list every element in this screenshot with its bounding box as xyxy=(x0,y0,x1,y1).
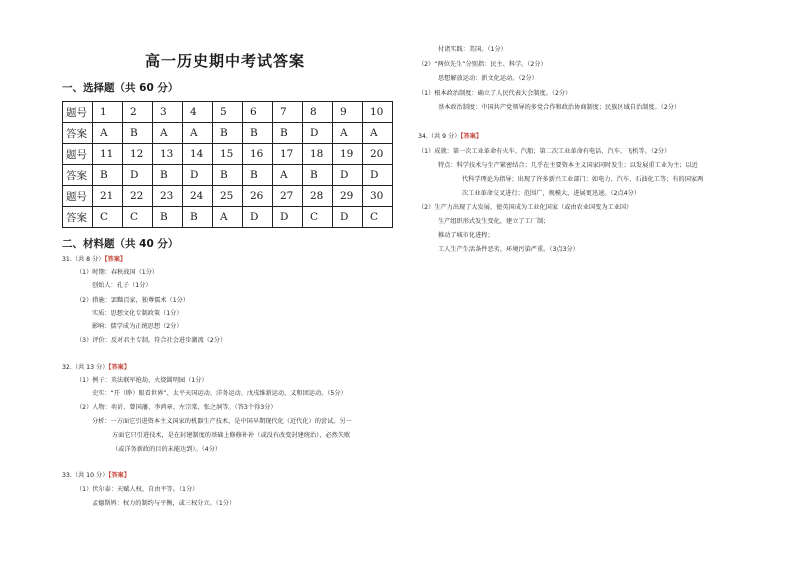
answer-line-text: 史实：“开（睁）眼看世界”、太平天国运动、洋务运动、戊戌维新运动、义和团运动。（5分） xyxy=(92,390,347,397)
answer-line-text: 工人生产生活条件恶劣，环境污染严重。（3点3分） xyxy=(438,246,579,253)
answer-line-text: 影响：儒学成为正统思想（2分） xyxy=(92,323,183,330)
answer-line xyxy=(76,297,189,305)
table-cell: 17 xyxy=(273,144,303,165)
table-cell: 13 xyxy=(153,144,183,165)
answer-line-text: （2）措施：罢黜百家，独尊儒术（1分） xyxy=(76,297,190,304)
table-row-header: 题号 xyxy=(63,102,93,123)
table-cell: 27 xyxy=(273,186,303,207)
answer-line xyxy=(438,104,680,112)
table-row xyxy=(63,165,393,186)
table-row xyxy=(63,102,393,123)
answer-line-text: 方面它只引进技术，是在封建制度的基础上修修补补（或没有改变封建统治），必然失败 xyxy=(112,432,351,439)
table-cell: 21 xyxy=(93,186,123,207)
table-cell: 23 xyxy=(153,186,183,207)
table-cell: 30 xyxy=(363,186,393,207)
table-cell: D xyxy=(303,123,333,144)
table-cell: 1 xyxy=(93,102,123,123)
table-cell: D xyxy=(183,165,213,186)
answer-line xyxy=(112,432,350,440)
answer-line xyxy=(62,472,130,480)
answer-line xyxy=(418,148,670,156)
table-cell: 2 xyxy=(123,102,153,123)
answer-line xyxy=(76,486,198,494)
table-cell: B xyxy=(273,123,303,144)
table-cell: A xyxy=(333,123,363,144)
table-cell: 8 xyxy=(303,102,333,123)
table-row xyxy=(63,144,393,165)
answer-line-text: （1）成就：第一次工业革命有火车、汽船；第二次工业革命有电话、汽车、飞机等。（2分） xyxy=(418,148,671,155)
table-row xyxy=(63,186,393,207)
table-cell: B xyxy=(303,165,333,186)
section-choice-heading: 一、选择题（共 60 分） xyxy=(62,82,179,94)
table-cell: C xyxy=(363,207,393,228)
table-cell: B xyxy=(213,165,243,186)
table-cell: 19 xyxy=(333,144,363,165)
answer-line-text: 31.（共 8 分） xyxy=(62,256,105,263)
table-cell: 20 xyxy=(363,144,393,165)
table-cell: B xyxy=(153,207,183,228)
answer-tag: 【答案】 xyxy=(460,133,483,140)
answer-line-text: 付诸实践：美国。（1分） xyxy=(438,46,507,53)
answer-line xyxy=(112,446,221,454)
table-cell: D xyxy=(243,207,273,228)
table-cell: A xyxy=(213,207,243,228)
table-cell: 25 xyxy=(213,186,243,207)
table-cell: B xyxy=(213,123,243,144)
table-cell: A xyxy=(273,165,303,186)
table-cell: D xyxy=(273,207,303,228)
table-cell: C xyxy=(303,207,333,228)
table-row xyxy=(63,207,393,228)
table-cell: A xyxy=(153,123,183,144)
table-cell: 9 xyxy=(333,102,363,123)
answer-line xyxy=(438,162,698,170)
answer-line-text: （2）人物：奕䜣、曾国藩、李鸿章、左宗棠、张之洞等。（答3个得3分） xyxy=(76,404,277,411)
answer-line-text: 32.（共 13 分） xyxy=(62,364,109,371)
table-cell: 7 xyxy=(273,102,303,123)
answer-line xyxy=(462,176,703,184)
answer-line xyxy=(76,269,158,277)
answer-line xyxy=(76,377,208,385)
answer-line-text: 特点：科学技术与生产紧密结合；几乎在主要资本主义国家同时发生；以发展重工业为主；以近 xyxy=(438,162,698,169)
answer-line xyxy=(418,133,482,141)
table-row-header: 题号 xyxy=(63,186,93,207)
answer-line xyxy=(92,500,235,508)
answer-line xyxy=(438,75,538,83)
table-cell: A xyxy=(363,123,393,144)
answer-line xyxy=(92,282,152,290)
table-cell: 26 xyxy=(243,186,273,207)
table-cell: 14 xyxy=(183,144,213,165)
answer-line xyxy=(92,390,347,398)
answer-line xyxy=(76,337,226,345)
table-cell: B xyxy=(243,123,273,144)
table-cell: 28 xyxy=(303,186,333,207)
answer-line xyxy=(62,364,130,372)
table-cell: D xyxy=(333,165,363,186)
table-cell: A xyxy=(183,123,213,144)
answer-line xyxy=(438,246,579,254)
answer-line-text: （2）生产力出现了大发展，使英国成为工业化国家（或由农业国变为工业国） xyxy=(418,204,633,211)
table-cell: D xyxy=(123,165,153,186)
table-cell: B xyxy=(183,207,213,228)
answer-tag: 【答案】 xyxy=(104,256,127,263)
answer-line xyxy=(418,61,547,69)
answer-tag: 【答案】 xyxy=(108,472,131,479)
answer-line xyxy=(418,90,571,98)
table-cell: 6 xyxy=(243,102,273,123)
table-cell: D xyxy=(363,165,393,186)
table-cell: 12 xyxy=(123,144,153,165)
table-cell: 18 xyxy=(303,144,333,165)
table-cell: C xyxy=(123,207,153,228)
answer-line xyxy=(62,256,126,264)
answer-line xyxy=(438,218,549,226)
table-cell: B xyxy=(93,165,123,186)
table-cell: 15 xyxy=(213,144,243,165)
table-cell: 24 xyxy=(183,186,213,207)
answer-line-text: 34.（共 9 分） xyxy=(418,133,461,140)
answer-line-text: （3）评价：反对君主专制，符合社会进步潮流（2分） xyxy=(76,337,227,344)
table-cell: 5 xyxy=(213,102,243,123)
answer-line-text: （2）“两位先生”分别指：民主、科学。（2分） xyxy=(418,61,547,68)
table-row xyxy=(63,123,393,144)
table-cell: 16 xyxy=(243,144,273,165)
table-row-header: 题号 xyxy=(63,144,93,165)
answer-line-text: （1）根本政治制度：确立了人民代表大会制度。（2分） xyxy=(418,90,572,97)
section-material-heading: 二、材料题（共 40 分） xyxy=(62,238,179,250)
answer-line-text: 代科学理论为指导；出现了许多新兴工业部门：如电力、汽车、石油化工等；有的国家两 xyxy=(462,176,704,183)
table-row-header: 答案 xyxy=(63,165,93,186)
answer-line-text: 孟德斯鸠：权力的制约与平衡，或三权分立。（1分） xyxy=(92,500,236,507)
answer-line-text: 基本政治制度：中国共产党领导的多党合作和政治协商制度；民族区域自治制度。（2分） xyxy=(438,104,681,111)
table-cell: A xyxy=(93,123,123,144)
answer-line xyxy=(418,204,632,212)
answer-line xyxy=(462,190,640,198)
table-cell: 29 xyxy=(333,186,363,207)
answer-line xyxy=(438,46,507,54)
table-cell: B xyxy=(123,123,153,144)
table-cell: 3 xyxy=(153,102,183,123)
answer-line-text: 思想解放运动：新文化运动。（2分） xyxy=(438,75,538,82)
answer-line-text: （1）伏尔泰：天赋人权、自由平等。（1分） xyxy=(76,486,199,493)
answer-line-text: 分析：一方面它引进资本主义国家的机器生产技术，是中国早期现代化（近代化）的尝试。另一 xyxy=(92,418,352,425)
table-row-header: 答案 xyxy=(63,123,93,144)
answer-line xyxy=(76,404,277,412)
table-row-header: 答案 xyxy=(63,207,93,228)
table-cell: 10 xyxy=(363,102,393,123)
table-cell: 4 xyxy=(183,102,213,123)
answer-line xyxy=(92,418,352,426)
table-cell: B xyxy=(153,165,183,186)
table-cell: B xyxy=(243,165,273,186)
answer-line-text: 33.（共 10 分） xyxy=(62,472,109,479)
table-cell: 22 xyxy=(123,186,153,207)
answer-table xyxy=(62,101,393,228)
table-cell: 11 xyxy=(93,144,123,165)
answer-line xyxy=(438,232,494,240)
answer-tag: 【答案】 xyxy=(108,364,131,371)
answer-line xyxy=(92,310,183,318)
answer-line-text: （1）例子：英法联军抢劫、火烧圆明园（1分） xyxy=(76,377,208,384)
answer-line-text: 实质：思想文化专制政策（1分） xyxy=(92,310,183,317)
answer-line-text: （1）时期：春秋战国（1分） xyxy=(76,269,159,276)
answer-line-text: 推动了城市化进程； xyxy=(438,232,494,239)
answer-line-text: （或洋务新政的目的未能达到）。（4分） xyxy=(112,446,222,453)
table-cell: D xyxy=(333,207,363,228)
answer-line xyxy=(92,323,183,331)
answer-line-text: 次工业革命交叉进行；范围广，规模大，进展更迅速。（2点4分） xyxy=(462,190,641,197)
page-title: 高一历史期中考试答案 xyxy=(144,52,305,70)
table-cell: C xyxy=(93,207,123,228)
answer-line-text: 生产组织形式发生变化，建立了工厂制； xyxy=(438,218,550,225)
answer-line-text: 创始人：孔子（1分） xyxy=(92,282,152,289)
